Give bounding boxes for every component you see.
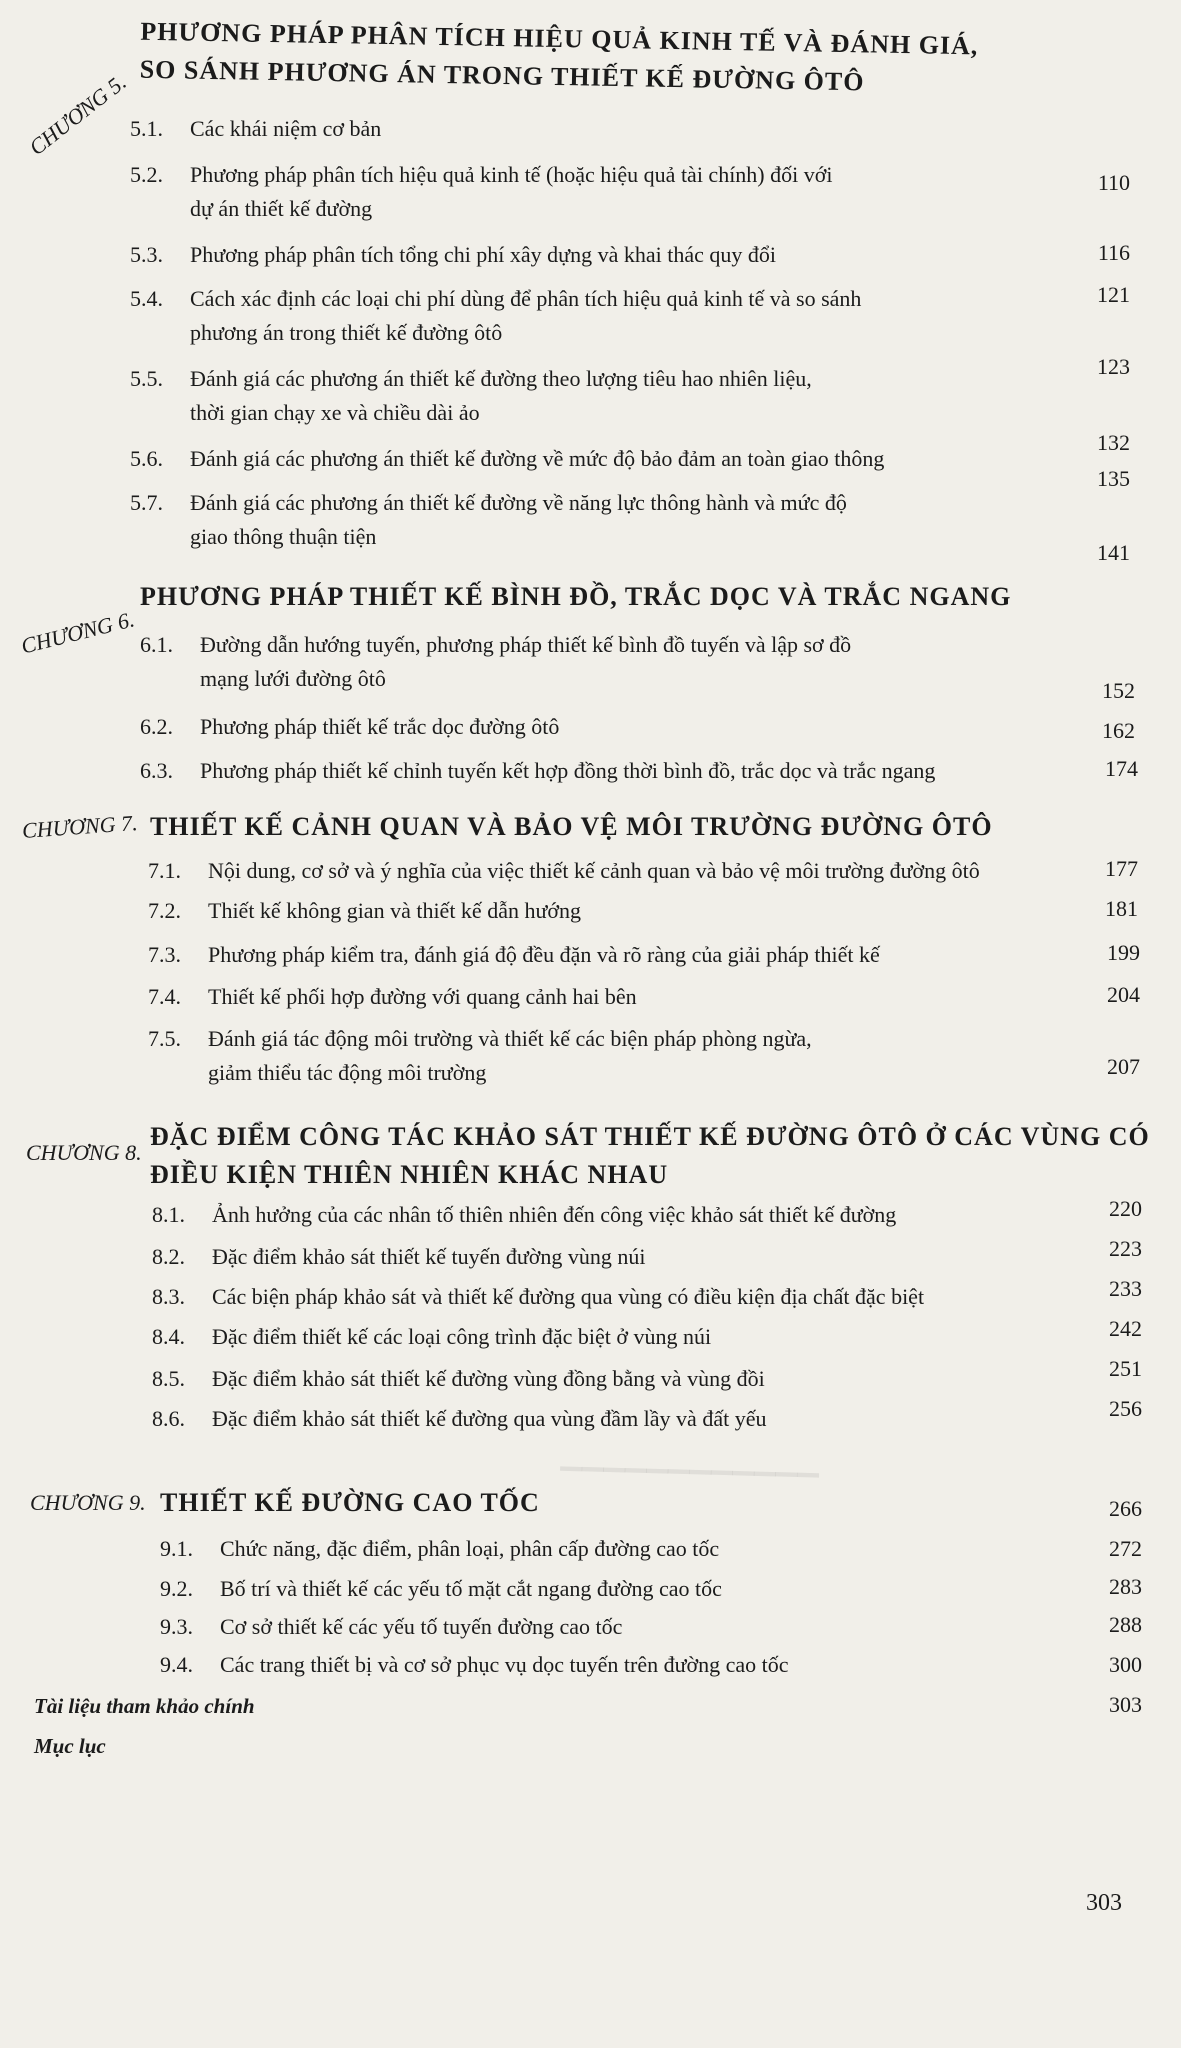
- page-number-8-3: 233: [1109, 1276, 1142, 1301]
- page-number-5-7: 141: [1097, 540, 1130, 565]
- page-number-9-2: 283: [1109, 1574, 1142, 1599]
- chapter-8-label: CHƯƠNG 8.: [26, 1140, 142, 1165]
- toc-entry-references[interactable]: Tài liệu tham khảo chính: [34, 1694, 255, 1718]
- page-number-6-3: 174: [1105, 756, 1138, 781]
- chapter-9-label: CHƯƠNG 9.: [30, 1490, 146, 1515]
- page-number-8-4: 242: [1109, 1316, 1142, 1341]
- page-number-5-4: 123: [1097, 354, 1130, 379]
- page-number-8-2: 223: [1109, 1236, 1142, 1261]
- chapter-7-title: THIẾT KẾ CẢNH QUAN VÀ BẢO VỆ MÔI TRƯỜNG ĐƯỜNG ÔTÔ: [150, 812, 993, 841]
- page-number-chapter-9: 266: [1109, 1496, 1142, 1521]
- page-number-5-6: 135: [1097, 466, 1130, 491]
- page-number-8-5: 251: [1109, 1356, 1142, 1381]
- page-number-5-3: 121: [1097, 282, 1130, 307]
- chapter-6-label: CHƯƠNG 6.: [18, 606, 137, 659]
- chapter-9-title: THIẾT KẾ ĐƯỜNG CAO TỐC: [160, 1488, 540, 1517]
- page-number-5-2: 116: [1097, 240, 1130, 265]
- page-number-7-3: 199: [1107, 940, 1140, 965]
- page-number-7-2: 181: [1105, 896, 1138, 921]
- chapter-6-title: PHƯƠNG PHÁP THIẾT KẾ BÌNH ĐỒ, TRẮC DỌC VÀ TRẮC NGANG: [140, 582, 1012, 611]
- page-number-7-1: 177: [1105, 856, 1138, 881]
- page-number-6-2: 162: [1102, 718, 1135, 743]
- page-number-references: 303: [1109, 1692, 1142, 1717]
- page-number-5-5: 132: [1097, 430, 1130, 455]
- page-number-9-4: 300: [1109, 1652, 1142, 1677]
- show-through-text: ▔▔▔▔▔▔▔▔▔▔▔▔: [559, 1467, 819, 1506]
- toc-page: ▔▔▔▔▔▔▔▔▔▔▔▔ CHƯƠNG 5. PHƯƠNG PHÁP PHÂN TÍCH HIỆU QUẢ KINH TẾ VÀ ĐÁNH GIÁ, SO SÁNH PHƯƠNG ÁN TRONG THIẾT KẾ ĐƯỜNG ÔTÔ 5.1. Các khái niệm cơ bản 110 5.2. Phương pháp phân tích hiệu quả kinh tế (hoặc hiệu quả tài chính) đối với dự án thiết kế đường 116 5.3. Phương pháp phân tích tổng chi phí xây dựng và khai thác quy đổi 121 5.4. Cách xác định các loại chi phí dùng để phân tích hiệu quả kinh tế và so sánh phương án trong thiết kế đường ôtô 123 5.5. Đánh giá các phương án thiết kế đường theo lượng tiêu hao nhiên liệu, thời gian chạy xe và chiều dài ảo 132 5.6. Đánh giá các phương án thiết kế đường về mức độ bảo đảm an toàn giao thông 135 5.7. Đánh giá các phương án thiết kế đường về năng lực thông hành và mức độ giao thông thuận tiện 141 CHƯƠNG 6. PHƯƠNG PHÁP THIẾT KẾ BÌNH ĐỒ, TRẮC DỌC VÀ TRẮC NGANG 6.1. Đường dẫn hướng tuyến, phương pháp thiết kế bình đồ tuyến và lập sơ đồ mạng lưới đường ôtô 152 6.2. Phương pháp thiết kế trắc dọc đường ôtô 162 6.3. Phương pháp thiết kế chỉnh tuyến kết hợp đồng thời bình đồ, trắc dọc và trắc ngang 174 CHƯƠNG 7. THIẾT KẾ CẢNH QUAN VÀ BẢO VỆ MÔI TRƯỜNG ĐƯỜNG ÔTÔ 7.1. Nội dung, cơ sở và ý nghĩa của việc thiết kế cảnh quan và bảo vệ môi trường đường ôtô 177 7.2. Thiết kế không gian và thiết kế dẫn hướng 181 7.3. Phương pháp kiểm tra, đánh giá độ đều đặn và rõ ràng của giải pháp thiết kế 199 7.4. Thiết kế phối hợp đường với quang cảnh hai bên 204 7.5. Đánh giá tác động môi trường và thiết kế các biện pháp phòng ngừa, giảm thiểu tác động môi trường 207 CHƯƠNG 8. ĐẶC ĐIỂM CÔNG TÁC KHẢO SÁT THIẾT KẾ ĐƯỜNG ÔTÔ Ở CÁC VÙNG CÓ ĐIỀU KIỆN THIÊN NHIÊN KHÁC NHAU 8.1. Ảnh hưởng của các nhân tố thiên nhiên đến công việc khảo sát thiết kế đường 220 8.2. Đặc điểm khảo sát thiết kế tuyến đường vùng núi 223 8.3. Các biện pháp khảo sát và thiết kế đường qua vùng có điều kiện địa chất đặc biệt 233 8.4. Đặc điểm thiết kế các loại công trình đặc biệt ở vùng núi 242 8.5. Đặc điểm khảo sát thiết kế đường vùng đồng bằng và vùng đồi 251 8.6. Đặc điểm khảo sát thiết kế đường qua vùng đầm lầy và đất yếu 256 CHƯƠNG 9. THIẾT KẾ ĐƯỜNG CAO TỐC 266 9.1. Chức năng, đặc điểm, phân loại, phân cấp đường cao tốc 272 9.2. Bố trí và thiết kế các yếu tố mặt cắt ngang đường cao tốc 283 9.3. Cơ sở thiết kế các yếu tố tuyến đường cao tốc 288 9.4. Các trang thiết bị và cơ sở phục vụ dọc tuyến trên đường cao tốc 300 Tài liệu tham khảo chính 303 Mục lục 303: [0, 0, 1181, 2048]
- page-number-6-1: 152: [1102, 678, 1135, 703]
- chapter-5-label: CHƯƠNG 5.: [24, 69, 131, 161]
- page-number-8-1: 220: [1109, 1196, 1142, 1221]
- page-number-9-1: 272: [1109, 1536, 1142, 1561]
- page-number-5-1: 110: [1097, 170, 1130, 195]
- toc-entry-contents[interactable]: Mục lục: [34, 1734, 106, 1758]
- page-number-7-5: 207: [1107, 1054, 1140, 1079]
- page-number: 303: [1086, 1890, 1122, 1916]
- chapter-8-title: ĐẶC ĐIỂM CÔNG TÁC KHẢO SÁT THIẾT KẾ ĐƯỜNG ÔTÔ Ở CÁC VÙNG CÓ ĐIỀU KIỆN THIÊN NHIÊN KHÁC NHAU: [150, 1122, 1150, 1189]
- chapter-7-label: CHƯƠNG 7.: [21, 809, 139, 844]
- page-number-7-4: 204: [1107, 982, 1140, 1007]
- page-number-9-3: 288: [1109, 1612, 1142, 1637]
- chapter-5-title: PHƯƠNG PHÁP PHÂN TÍCH HIỆU QUẢ KINH TẾ VÀ ĐÁNH GIÁ, SO SÁNH PHƯƠNG ÁN TRONG THIẾT KẾ ĐƯỜNG ÔTÔ: [139, 16, 979, 97]
- page-number-8-6: 256: [1109, 1396, 1142, 1421]
